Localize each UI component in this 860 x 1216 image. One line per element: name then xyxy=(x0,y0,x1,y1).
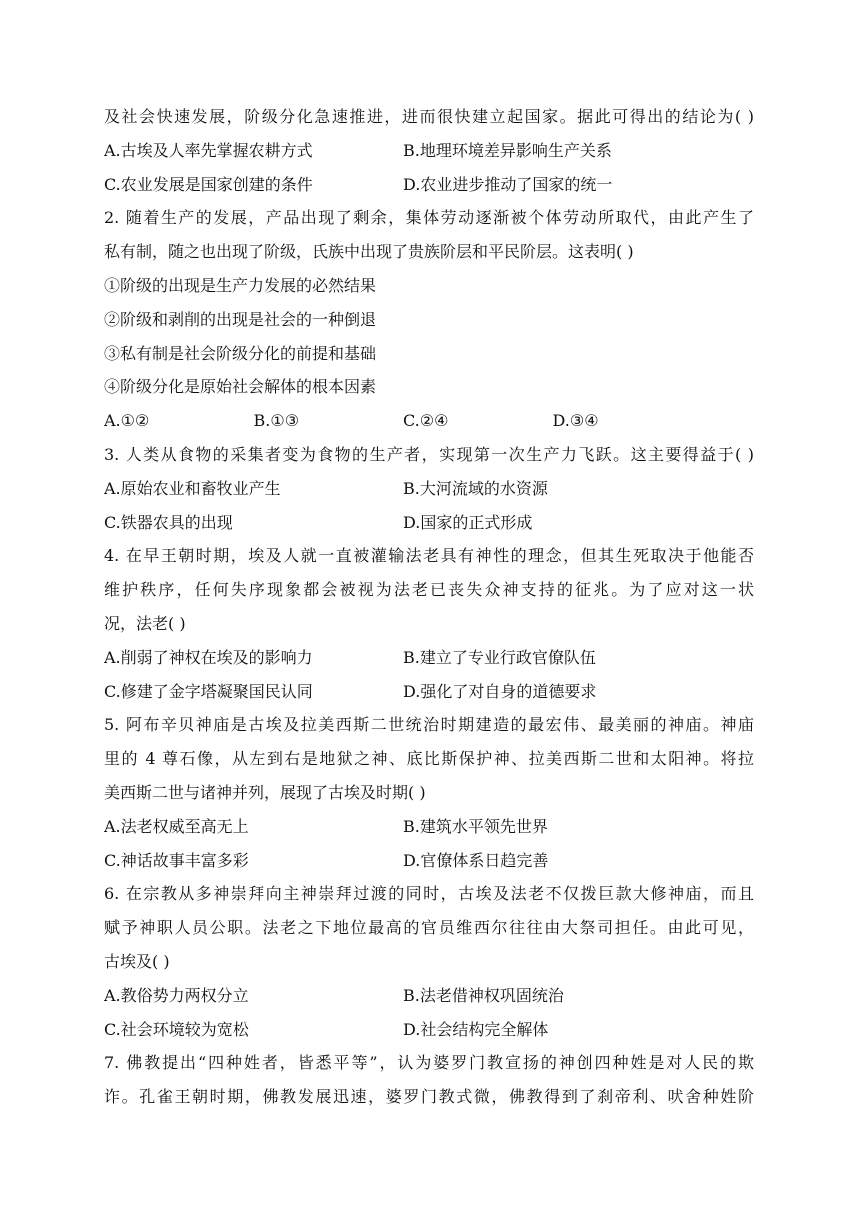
q3-option-c: C.铁器农具的出现 xyxy=(104,512,233,532)
q5-stem-line-2: 里的 4 尊石像，从左到右是地狱之神、底比斯保护神、拉美西斯二世和太阳神。将拉 xyxy=(104,749,754,769)
q2-option-a: A.①② xyxy=(104,411,150,431)
q2-stem-line-1: 2. 随着生产的发展，产品出现了剩余，集体劳动逐渐被个体劳动所取代，由此产生了 xyxy=(104,208,754,228)
q5-option-c: C.神话故事丰富多彩 xyxy=(104,850,249,870)
q4-option-c: C.修建了金字塔凝聚国民认同 xyxy=(104,681,313,701)
q5-options-row-2 xyxy=(104,844,754,878)
q7-stem-line-1: 7. 佛教提出“四种姓者，皆悉平等”，认为婆罗门教宣扬的神创四种姓是对人民的欺 xyxy=(104,1053,754,1073)
q2-statement-1: ①阶级的出现是生产力发展的必然结果 xyxy=(104,275,377,295)
q4-stem-line-1: 4. 在早王朝时期，埃及人就一直被灌输法老具有神性的理念，但其生死取决于他能否 xyxy=(104,546,754,566)
q2-option-d: D.③④ xyxy=(552,411,599,431)
q3-option-b: B.大河流域的水资源 xyxy=(403,478,548,498)
q6-options-row-1 xyxy=(104,979,754,1013)
q1-options-row-1 xyxy=(104,134,754,168)
q2-stem-line-2: 私有制，随之也出现了阶级，氏族中出现了贵族阶层和平民阶层。这表明( ) xyxy=(104,242,634,262)
q3-options-row-2 xyxy=(104,506,754,540)
q3-option-a: A.原始农业和畜牧业产生 xyxy=(104,478,281,498)
q4-options-row-2 xyxy=(104,675,754,709)
q6-stem-line-3: 古埃及( ) xyxy=(104,951,170,971)
q3-stem: 3. 人类从食物的采集者变为食物的生产者，实现第一次生产力飞跃。这主要得益于( ) xyxy=(104,444,754,464)
q5-stem-line-3: 美西斯二世与诸神并列，展现了古埃及时期( ) xyxy=(104,782,426,802)
q1-option-a: A.古埃及人率先掌握农耕方式 xyxy=(104,140,313,160)
q5-option-d: D.官僚体系日趋完善 xyxy=(403,850,549,870)
q1-stem-tail: 及社会快速发展，阶级分化急速推进，进而很快建立起国家。据此可得出的结论为( ) xyxy=(104,107,754,126)
q5-options-row-1 xyxy=(104,810,754,844)
q1-option-d: D.农业进步推动了国家的统一 xyxy=(403,174,613,194)
q2-statement-2: ②阶级和剥削的出现是社会的一种倒退 xyxy=(104,309,377,329)
q5-stem-line-1: 5. 阿布辛贝神庙是古埃及拉美西斯二世统治时期建造的最宏伟、最美丽的神庙。神庙 xyxy=(104,715,754,735)
q6-options-row-2 xyxy=(104,1013,754,1047)
q4-option-d: D.强化了对自身的道德要求 xyxy=(403,681,597,701)
q2-option-c: C.②④ xyxy=(403,411,449,431)
q3-options-row-1 xyxy=(104,472,754,506)
q6-option-a: A.教俗势力两权分立 xyxy=(104,985,249,1005)
q1-option-b: B.地理环境差异影响生产关系 xyxy=(403,140,612,160)
q5-option-a: A.法老权威至高无上 xyxy=(104,816,249,836)
q2-option-b: B.①③ xyxy=(253,411,300,431)
q6-stem-line-2: 赋予神职人员公职。法老之下地位最高的官员维西尔往往由大祭司担任。由此可见， xyxy=(104,918,754,938)
q4-options-row-1 xyxy=(104,641,754,675)
q2-statement-3: ③私有制是社会阶级分化的前提和基础 xyxy=(104,343,377,363)
q2-statement-4: ④阶级分化是原始社会解体的根本因素 xyxy=(104,377,377,397)
q6-option-b: B.法老借神权巩固统治 xyxy=(403,985,564,1005)
question-text xyxy=(104,100,754,1114)
q4-stem-line-2: 维护秩序，任何失序现象都会被视为法老已丧失众神支持的征兆。为了应对这一状 xyxy=(104,580,754,600)
q4-option-b: B.建立了专业行政官僚队伍 xyxy=(403,647,596,667)
q6-option-c: C.社会环境较为宽松 xyxy=(104,1019,249,1039)
q1-options-row-2 xyxy=(104,168,754,202)
q7-stem-line-2: 诈。孔雀王朝时期，佛教发展迅速，婆罗门教式微，佛教得到了刹帝利、吠舍种姓阶 xyxy=(104,1087,754,1107)
q5-option-b: B.建筑水平领先世界 xyxy=(403,816,548,836)
q6-option-d: D.社会结构完全解体 xyxy=(403,1019,549,1039)
q4-stem-line-3: 况，法老( ) xyxy=(104,613,186,633)
q6-stem-line-1: 6. 在宗教从多神崇拜向主神崇拜过渡的同时，古埃及法老不仅拨巨款大修神庙，而且 xyxy=(104,884,754,904)
q4-option-a: A.削弱了神权在埃及的影响力 xyxy=(104,647,313,667)
q1-option-c: C.农业发展是国家创建的条件 xyxy=(104,174,313,194)
q3-option-d: D.国家的正式形成 xyxy=(403,512,533,532)
q2-options-row xyxy=(104,404,754,438)
